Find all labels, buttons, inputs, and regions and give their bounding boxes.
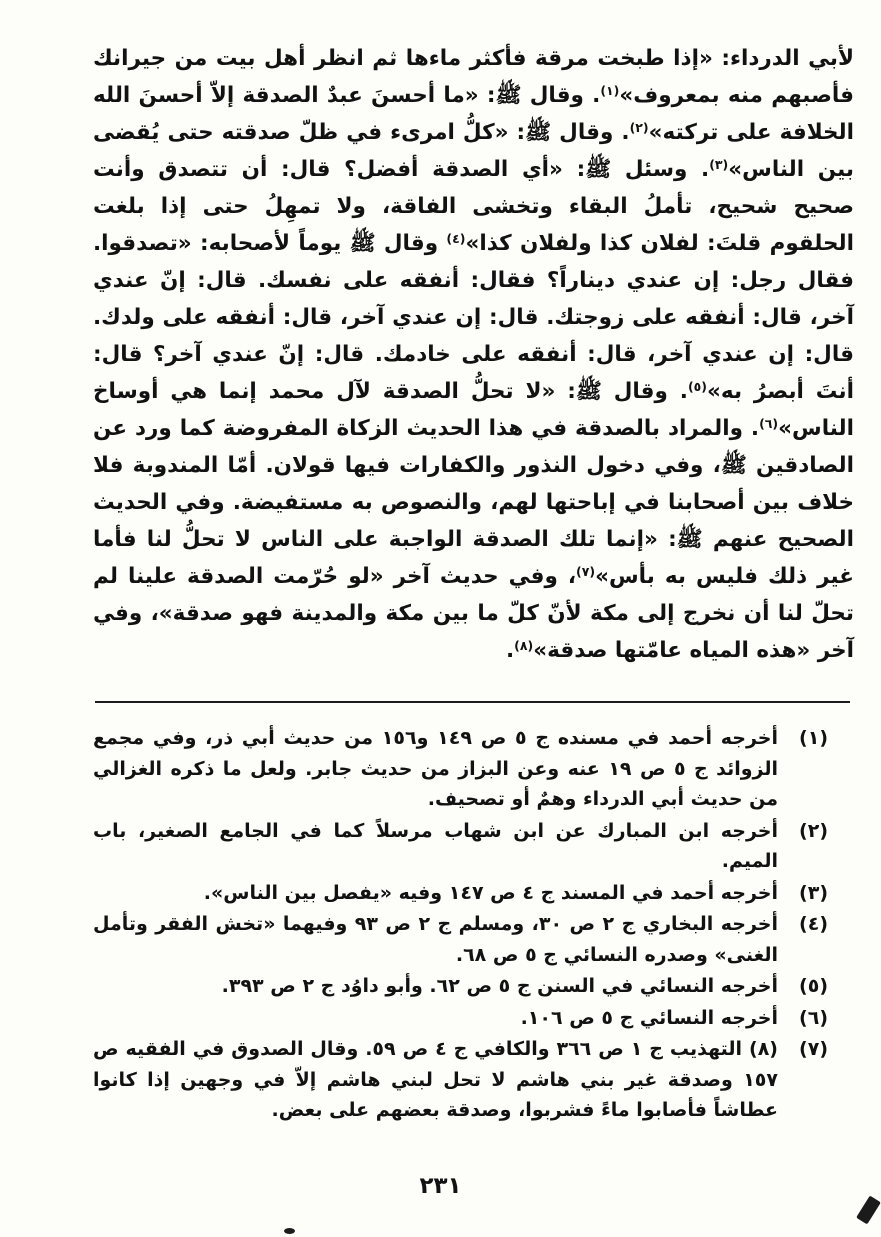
footnote-number: (٧) xyxy=(799,1038,828,1060)
footnote xyxy=(93,909,828,970)
footnote-text: أخرجه البخاري ج ٢ ص ٣٠، ومسلم ج ٢ ص ٩٣ وفيهما «تخش الفقر وتأمل الغنى» وصدره النسائي ج ٥ ص ٦٨. xyxy=(93,913,778,966)
text-run: . وقال ﷺ: «ما أحسنَ عبدٌ الصدقة إلاّ أحسنَ الله الخلافة على تركته» xyxy=(93,83,854,145)
footnote xyxy=(93,878,828,909)
footnote-number: (٦) xyxy=(799,1006,828,1029)
footnote-number: (٥) xyxy=(799,975,828,997)
footnote-text: (٨) التهذيب ج ١ ص ٣٦٦ والكافي ج ٤ ص ٥٩. وقال الصدوق في الفقيه ص ١٥٧ وصدقة غير بني هاشم لا تحل لبني هاشم إلاّ في وجهين إذا كانوا عطاشاً فأصابوا ماءً فشربوا، وصدقة بعضهم على بعض. xyxy=(93,1038,778,1121)
footnote-ref: (١) xyxy=(600,83,620,98)
footnote-text: أخرجه ابن المبارك عن ابن شهاب مرسلاً كما في الجامع الصغير، باب الميم. xyxy=(93,819,778,872)
main-text xyxy=(93,40,854,669)
footnote-ref: (٨) xyxy=(514,638,534,653)
footnote-text: أخرجه النسائي ج ٥ ص ١٠٦. xyxy=(520,1006,778,1029)
footnote-text: أخرجه أحمد في المسند ج ٤ ص ١٤٧ وفيه «يفصل بين الناس». xyxy=(203,881,778,904)
text-run: . والمراد بالصدقة في هذا الحديث الزكاة المفروضة كما ورد عن الصادقين ﷺ، وفي دخول النذور والكفارات فيها قولان. أمّا المندوبة فلا خلاف بين أصحابنا في إباحتها لهم، والنصوص به مستفيضة. وفي الحديث الصحيح عنهم ﷺ: «إنما تلك الصدقة الواجبة على الناس لا تحلُّ لنا فأما غير ذلك فليس به بأس» xyxy=(93,416,854,589)
footnote-text: أخرجه النسائي في السنن ج ٥ ص ٦٢. وأبو داوُد ج ٢ ص ٣٩٣. xyxy=(221,975,778,997)
page-number: ٢٣١ xyxy=(419,1173,462,1199)
text-run: . وسئل ﷺ: «أي الصدقة أفضل؟ قال: أن تتصدق وأنت صحيح شحيح، تأملُ البقاء وتخشى الفاقة، ولا تمهِلُ حتى إذا بلغت الحلقوم قلتَ: لفلان كذا ولفلان كذا» xyxy=(93,157,854,256)
text-run: وقال ﷺ يوماً لأصحابه: «تصدقوا. فقال رجل: إن عندي ديناراً؟ فقال: أنفقه على نفسك. قال: إنّ عندي آخر، قال: أنفقه على زوجتك. قال: إن عندي آخر، قال: أنفقه على ولدك. قال: إن عندي آخر، قال: أنفقه على خادمك. قال: إنّ عندي آخر؟ قال: أنتَ أبصرُ به» xyxy=(93,231,854,404)
footnote-text: أخرجه أحمد في مسنده ج ٥ ص ١٤٩ و١٥٦ من حديث أبي ذر، وفي مجمع الزوائد ج ٥ ص ١٩ عنه وعن البزاز من حديث جابر. ولعل ما ذكره الغزالي من حديث أبي الدرداء وهمٌ أو تصحيف. xyxy=(93,727,779,810)
footnote-number: (١) xyxy=(799,727,828,749)
scan-artifact xyxy=(856,1196,881,1225)
footnote-divider xyxy=(95,701,850,703)
footnote-ref: (٦) xyxy=(759,416,779,431)
text-run: لأبي الدرداء: «إذا طبخت مرقة فأكثر ماءها ثم انظر أهل بيت من جيرانك فأصبهم منه بمعروف» xyxy=(93,46,854,108)
page-content xyxy=(93,40,854,1127)
footnote-ref: (٣) xyxy=(709,157,729,172)
footnote xyxy=(93,1034,828,1126)
footnote xyxy=(93,971,828,1002)
footnote xyxy=(93,1003,828,1034)
footnote xyxy=(93,816,828,877)
text-run: . xyxy=(505,638,515,663)
footnotes-section xyxy=(93,723,854,1126)
footnote-number: (٣) xyxy=(799,881,828,904)
text-run: . وقال ﷺ: «لا تحلُّ الصدقة لآل محمد إنما هي أوساخ الناس» xyxy=(93,379,854,441)
scan-artifact xyxy=(284,1228,295,1234)
footnote-ref: (٤) xyxy=(446,231,466,246)
footnote-number: (٢) xyxy=(799,819,828,842)
text-run: ، وفي حديث آخر «لو حُرّمت الصدقة علينا لم تحلّ لنا أن نخرج إلى مكة لأنّ كلّ ما بين مكة والمدينة فهو صدقة»، وفي آخر «هذه المياه عامّتها صدقة» xyxy=(93,564,854,663)
text-run: . وقال ﷺ: «كلُّ امرىء في ظلّ صدقته حتى يُقضى بين الناس» xyxy=(93,120,854,182)
footnote-ref: (٥) xyxy=(687,379,708,394)
footnote xyxy=(93,723,828,815)
footnote-number: (٤) xyxy=(799,913,828,935)
footnote-ref: (٧) xyxy=(576,564,596,579)
footnote-ref: (٢) xyxy=(629,120,649,135)
